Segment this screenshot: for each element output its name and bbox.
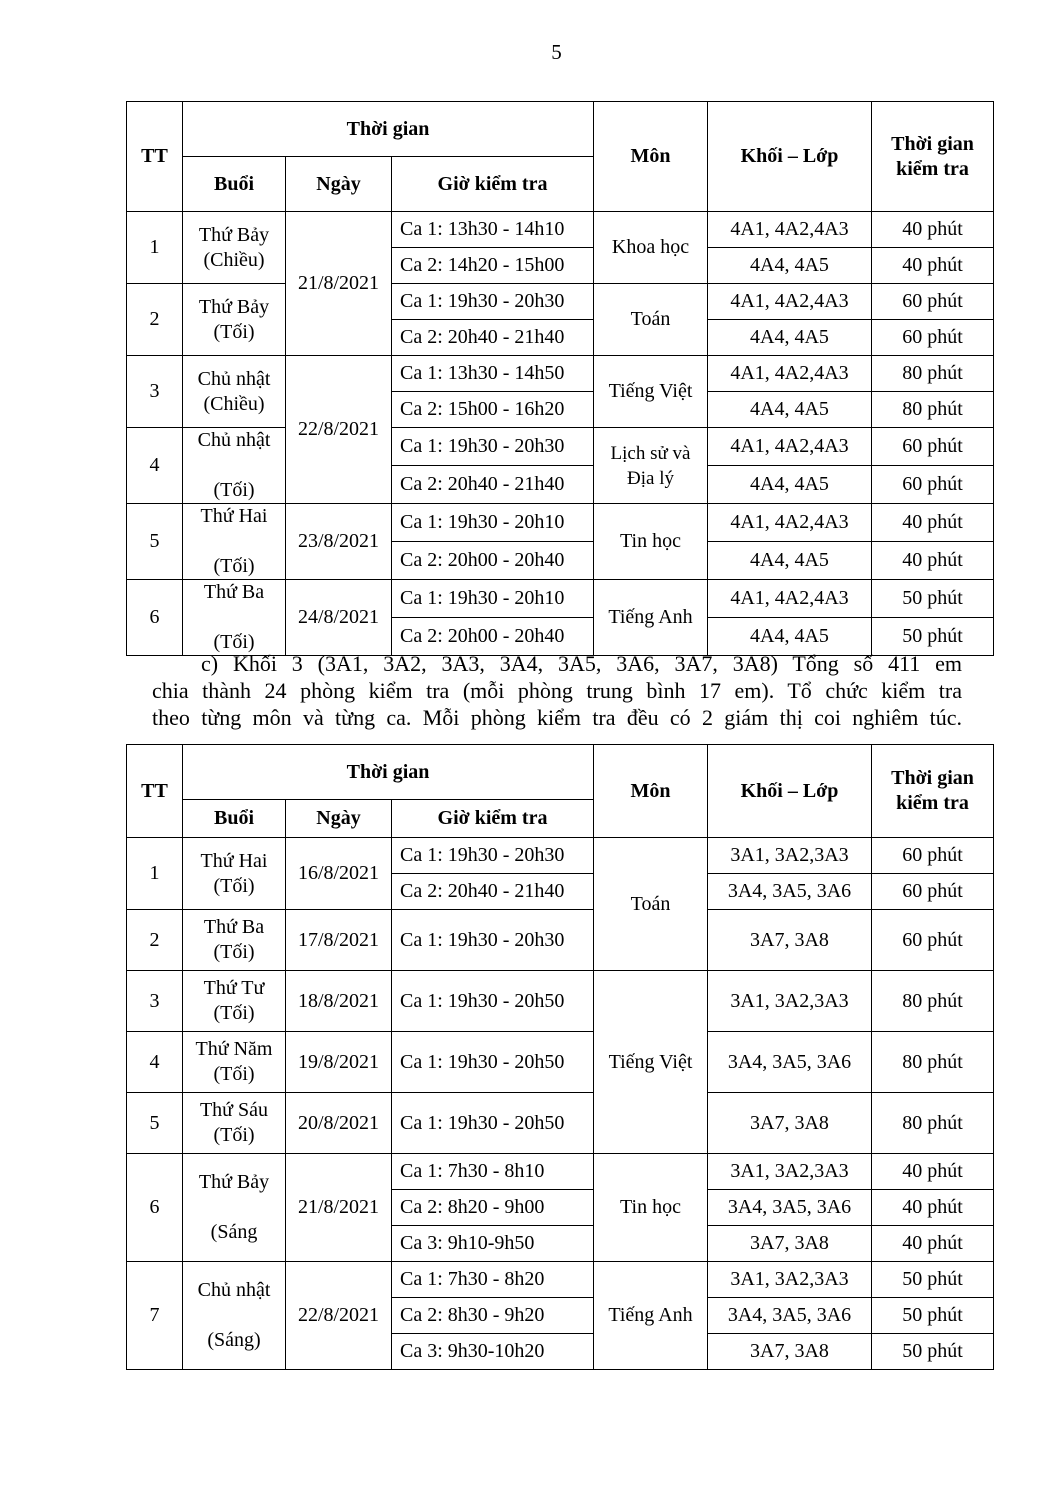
cell-buoi: Thứ Hai (Tối) — [183, 504, 286, 580]
cell-tg: 40 phút — [872, 248, 994, 284]
cell-tg: 80 phút — [872, 971, 994, 1032]
header-thoi-gian-kiem-tra: Thời gian kiểm tra — [872, 102, 994, 212]
cell-gio: Ca 2: 20h40 - 21h40 — [392, 874, 594, 910]
cell-tt: 3 — [127, 356, 183, 428]
cell-tt: 1 — [127, 838, 183, 910]
cell-gio: Ca 2: 15h00 - 16h20 — [392, 392, 594, 428]
cell-buoi: Thứ Sáu (Tối) — [183, 1093, 286, 1154]
header-thoi-gian: Thời gian — [183, 102, 594, 157]
cell-mon: Tiếng Anh — [594, 580, 708, 656]
cell-mon: Tin học — [594, 1154, 708, 1262]
cell-tg: 60 phút — [872, 874, 994, 910]
cell-lop: 4A1, 4A2,4A3 — [708, 284, 872, 320]
header-ngay: Ngày — [286, 800, 392, 838]
cell-mon: Tiếng Việt — [594, 971, 708, 1154]
cell-tt: 5 — [127, 1093, 183, 1154]
cell-mon: Khoa học — [594, 212, 708, 284]
cell-tg: 50 phút — [872, 580, 994, 618]
cell-ngay: 18/8/2021 — [286, 971, 392, 1032]
cell-lop: 4A1, 4A2,4A3 — [708, 428, 872, 466]
cell-buoi: Thứ Bảy (Tối) — [183, 284, 286, 356]
section-paragraph — [152, 650, 962, 731]
cell-ngay: 21/8/2021 — [286, 1154, 392, 1262]
cell-tg: 60 phút — [872, 428, 994, 466]
cell-lop: 3A7, 3A8 — [708, 1093, 872, 1154]
cell-lop: 3A7, 3A8 — [708, 1226, 872, 1262]
cell-lop: 4A4, 4A5 — [708, 248, 872, 284]
cell-buoi: Thứ Ba (Tối) — [183, 580, 286, 656]
cell-buoi: Chủ nhật (Chiều) — [183, 356, 286, 428]
cell-tg: 50 phút — [872, 1262, 994, 1298]
cell-buoi: Thứ Năm (Tối) — [183, 1032, 286, 1093]
cell-gio: Ca 1: 19h30 - 20h10 — [392, 504, 594, 542]
paragraph-line: c) Khối 3 (3A1, 3A2, 3A3, 3A4, 3A5, 3A6, 3A7, 3A8) Tổng số 411 em — [201, 651, 962, 676]
cell-lop: 4A1, 4A2,4A3 — [708, 356, 872, 392]
table-row — [127, 971, 994, 1032]
header-ngay: Ngày — [286, 157, 392, 212]
cell-ngay: 21/8/2021 — [286, 212, 392, 356]
cell-ngay: 17/8/2021 — [286, 910, 392, 971]
cell-tt: 7 — [127, 1262, 183, 1370]
header-mon: Môn — [594, 745, 708, 838]
cell-gio: Ca 2: 20h40 - 21h40 — [392, 466, 594, 504]
header-thoi-gian: Thời gian — [183, 745, 594, 800]
cell-lop: 3A1, 3A2,3A3 — [708, 1262, 872, 1298]
paragraph-line: chia thành 24 phòng kiểm tra (mỗi phòng trung bình 17 em). Tổ chức kiểm tra — [152, 678, 962, 703]
cell-gio: Ca 1: 19h30 - 20h30 — [392, 428, 594, 466]
cell-tt: 6 — [127, 580, 183, 656]
cell-tg: 80 phút — [872, 356, 994, 392]
table-row — [127, 356, 994, 392]
cell-ngay: 19/8/2021 — [286, 1032, 392, 1093]
cell-tg: 80 phút — [872, 1093, 994, 1154]
cell-lop: 3A1, 3A2,3A3 — [708, 1154, 872, 1190]
cell-tt: 2 — [127, 284, 183, 356]
cell-mon: Toán — [594, 838, 708, 971]
table-row — [127, 580, 994, 618]
cell-ngay: 24/8/2021 — [286, 580, 392, 656]
schedule-table-grade-3 — [126, 744, 994, 1370]
table-row — [127, 1262, 994, 1298]
cell-gio: Ca 2: 20h00 - 20h40 — [392, 542, 594, 580]
cell-ngay: 22/8/2021 — [286, 1262, 392, 1370]
paragraph-line: theo từng môn và từng ca. Mỗi phòng kiểm tra đều có 2 giám thị coi nghiêm túc. — [152, 705, 962, 730]
header-mon: Môn — [594, 102, 708, 212]
cell-gio: Ca 1: 19h30 - 20h30 — [392, 838, 594, 874]
cell-gio: Ca 2: 8h20 - 9h00 — [392, 1190, 594, 1226]
cell-mon: Tiếng Việt — [594, 356, 708, 428]
cell-gio: Ca 1: 13h30 - 14h10 — [392, 212, 594, 248]
cell-gio: Ca 2: 8h30 - 9h20 — [392, 1298, 594, 1334]
page-number: 5 — [551, 40, 562, 64]
schedule-table-grade-4 — [126, 101, 994, 656]
table-row — [127, 284, 994, 320]
cell-ngay: 20/8/2021 — [286, 1093, 392, 1154]
table-row — [127, 1093, 994, 1154]
table-row — [127, 428, 994, 466]
cell-lop: 4A4, 4A5 — [708, 542, 872, 580]
cell-tg: 60 phút — [872, 284, 994, 320]
table-row — [127, 838, 994, 874]
cell-gio: Ca 1: 19h30 - 20h50 — [392, 1032, 594, 1093]
cell-gio: Ca 2: 20h00 - 20h40 — [392, 618, 594, 656]
cell-mon: Lịch sử và Địa lý — [594, 428, 708, 504]
cell-buoi: Thứ Bảy (Sáng — [183, 1154, 286, 1262]
cell-ngay: 16/8/2021 — [286, 838, 392, 910]
cell-tt: 6 — [127, 1154, 183, 1262]
cell-gio: Ca 1: 7h30 - 8h10 — [392, 1154, 594, 1190]
cell-buoi: Chủ nhật (Tối) — [183, 428, 286, 504]
cell-lop: 3A4, 3A5, 3A6 — [708, 1190, 872, 1226]
cell-gio: Ca 3: 9h10-9h50 — [392, 1226, 594, 1262]
cell-mon: Tin học — [594, 504, 708, 580]
cell-gio: Ca 1: 19h30 - 20h30 — [392, 284, 594, 320]
header-tt: TT — [127, 745, 183, 838]
cell-ngay: 22/8/2021 — [286, 356, 392, 504]
cell-tg: 60 phút — [872, 910, 994, 971]
table-row — [127, 1032, 994, 1093]
table-row — [127, 910, 994, 971]
cell-lop: 3A7, 3A8 — [708, 1334, 872, 1370]
cell-buoi: Thứ Ba (Tối) — [183, 910, 286, 971]
header-khoi-lop: Khối – Lớp — [708, 102, 872, 212]
cell-tg: 40 phút — [872, 1154, 994, 1190]
cell-lop: 4A4, 4A5 — [708, 466, 872, 504]
cell-tg: 60 phút — [872, 320, 994, 356]
table-row — [127, 1154, 994, 1190]
cell-tg: 40 phút — [872, 1190, 994, 1226]
cell-tt: 4 — [127, 1032, 183, 1093]
header-khoi-lop: Khối – Lớp — [708, 745, 872, 838]
cell-lop: 4A1, 4A2,4A3 — [708, 580, 872, 618]
cell-tg: 40 phút — [872, 542, 994, 580]
cell-gio: Ca 1: 19h30 - 20h10 — [392, 580, 594, 618]
cell-buoi: Chủ nhật (Sáng) — [183, 1262, 286, 1370]
cell-tt: 2 — [127, 910, 183, 971]
cell-gio: Ca 1: 7h30 - 8h20 — [392, 1262, 594, 1298]
table-row — [127, 212, 994, 248]
cell-lop: 3A4, 3A5, 3A6 — [708, 1298, 872, 1334]
cell-gio: Ca 1: 19h30 - 20h30 — [392, 910, 594, 971]
cell-lop: 4A4, 4A5 — [708, 392, 872, 428]
cell-lop: 3A1, 3A2,3A3 — [708, 838, 872, 874]
header-gio: Giờ kiểm tra — [392, 800, 594, 838]
header-buoi: Buổi — [183, 157, 286, 212]
cell-gio: Ca 1: 19h30 - 20h50 — [392, 971, 594, 1032]
cell-tg: 40 phút — [872, 1226, 994, 1262]
cell-tt: 4 — [127, 428, 183, 504]
cell-lop: 4A1, 4A2,4A3 — [708, 504, 872, 542]
cell-tg: 80 phút — [872, 392, 994, 428]
cell-gio: Ca 1: 19h30 - 20h50 — [392, 1093, 594, 1154]
header-thoi-gian-kiem-tra: Thời gian kiểm tra — [872, 745, 994, 838]
cell-lop: 3A1, 3A2,3A3 — [708, 971, 872, 1032]
cell-buoi: Thứ Bảy (Chiều) — [183, 212, 286, 284]
cell-gio: Ca 2: 20h40 - 21h40 — [392, 320, 594, 356]
table-row — [127, 504, 994, 542]
cell-tt: 3 — [127, 971, 183, 1032]
cell-tt: 5 — [127, 504, 183, 580]
cell-lop: 4A1, 4A2,4A3 — [708, 212, 872, 248]
cell-gio: Ca 3: 9h30-10h20 — [392, 1334, 594, 1370]
cell-mon: Tiếng Anh — [594, 1262, 708, 1370]
cell-tg: 50 phút — [872, 618, 994, 656]
cell-buoi: Thứ Hai (Tối) — [183, 838, 286, 910]
cell-mon: Toán — [594, 284, 708, 356]
cell-lop: 4A4, 4A5 — [708, 320, 872, 356]
cell-tg: 40 phút — [872, 504, 994, 542]
cell-ngay: 23/8/2021 — [286, 504, 392, 580]
cell-tg: 60 phút — [872, 466, 994, 504]
header-buoi: Buổi — [183, 800, 286, 838]
cell-lop: 3A7, 3A8 — [708, 910, 872, 971]
cell-tg: 50 phút — [872, 1298, 994, 1334]
cell-lop: 3A4, 3A5, 3A6 — [708, 874, 872, 910]
header-gio: Giờ kiểm tra — [392, 157, 594, 212]
cell-lop: 3A4, 3A5, 3A6 — [708, 1032, 872, 1093]
cell-tg: 40 phút — [872, 212, 994, 248]
cell-tt: 1 — [127, 212, 183, 284]
cell-tg: 80 phút — [872, 1032, 994, 1093]
cell-buoi: Thứ Tư (Tối) — [183, 971, 286, 1032]
cell-gio: Ca 2: 14h20 - 15h00 — [392, 248, 594, 284]
cell-lop: 4A4, 4A5 — [708, 618, 872, 656]
header-tt: TT — [127, 102, 183, 212]
cell-tg: 60 phút — [872, 838, 994, 874]
cell-tg: 50 phút — [872, 1334, 994, 1370]
cell-gio: Ca 1: 13h30 - 14h50 — [392, 356, 594, 392]
